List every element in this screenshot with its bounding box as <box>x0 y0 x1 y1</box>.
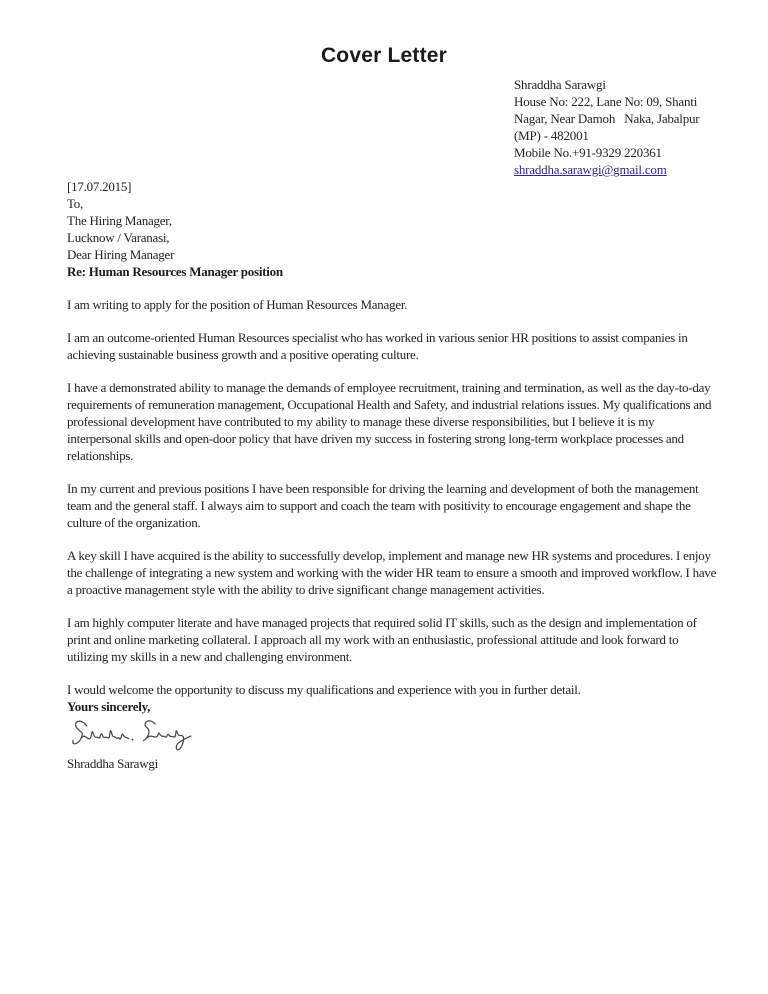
body-paragraph-2: I am an outcome-oriented Human Resources specialist who has worked in various senior HR positions to assist companies in achieving sustainable business growth and a positive operating culture. <box>67 330 688 362</box>
sender-email-link[interactable]: shraddha.sarawgi@gmail.com <box>514 162 667 177</box>
recipient-line-title: The Hiring Manager, <box>67 213 172 228</box>
sender-address-line-2: Nagar, Near Damoh Naka, Jabalpur <box>514 111 700 126</box>
recipient-line-location: Lucknow / Varanasi, <box>67 230 170 245</box>
recipient-line-to: To, <box>67 196 84 211</box>
signature-typed-name: Shraddha Sarawgi <box>67 756 158 771</box>
body-paragraph-3: I have a demonstrated ability to manage the demands of employee recruitment, training and termination, as well as the day-to-day requirements of remuneration management, Occupational Health and Safety, and industrial relations issues. My qualifications and professional development have contributed to my ability to manage these diverse responsibilities, but I believe it is my interpersonal skills and open-door policy that have driven my success in fostering strong long-term workplace processes and relationships. <box>67 380 712 463</box>
sender-address-line-1: House No: 222, Lane No: 09, Shanti <box>514 94 698 109</box>
body-paragraph-4: In my current and previous positions I have been responsible for driving the learning and development of both the management team and the general staff. I always aim to support and coach the team with positivity to encourage engagement and shape the culture of the organization. <box>67 481 699 530</box>
body-paragraph-1: I am writing to apply for the position of Human Resources Manager. <box>67 297 408 312</box>
letter-body <box>67 178 717 772</box>
body-paragraph-5: A key skill I have acquired is the ability to successfully develop, implement and manage new HR systems and procedures. I enjoy the challenge of integrating a new system and working with the wider HR team to ensure a smooth and improved workflow. I have a proactive management style with the ability to drive significant change management activities. <box>67 548 717 597</box>
sender-address-line-3: (MP) - 482001 <box>514 128 589 143</box>
closing-line: Yours sincerely, <box>67 699 151 714</box>
salutation: Dear Hiring Manager <box>67 247 175 262</box>
signature-scribble-icon <box>67 715 207 757</box>
sender-email-row <box>514 161 718 178</box>
sender-block <box>514 76 718 178</box>
page-title: Cover Letter <box>320 44 448 67</box>
handwritten-signature <box>67 715 717 755</box>
subject-line: Re: Human Resources Manager position <box>67 264 283 279</box>
recipient-block <box>67 195 717 246</box>
body-paragraph-7: I would welcome the opportunity to discuss my qualifications and experience with you in further detail. <box>67 682 581 697</box>
sender-mobile: Mobile No.+91-9329 220361 <box>514 145 662 160</box>
sender-name: Shraddha Sarawgi <box>514 77 606 92</box>
letter-date: [17.07.2015] <box>67 179 132 194</box>
body-paragraph-6: I am highly computer literate and have managed projects that required solid IT skills, such as the design and implementation of print and online marketing collateral. I approach all my work with an enthusiastic, professional attitude and look forward to utilizing my skills in a new and challenging environment. <box>67 615 697 664</box>
